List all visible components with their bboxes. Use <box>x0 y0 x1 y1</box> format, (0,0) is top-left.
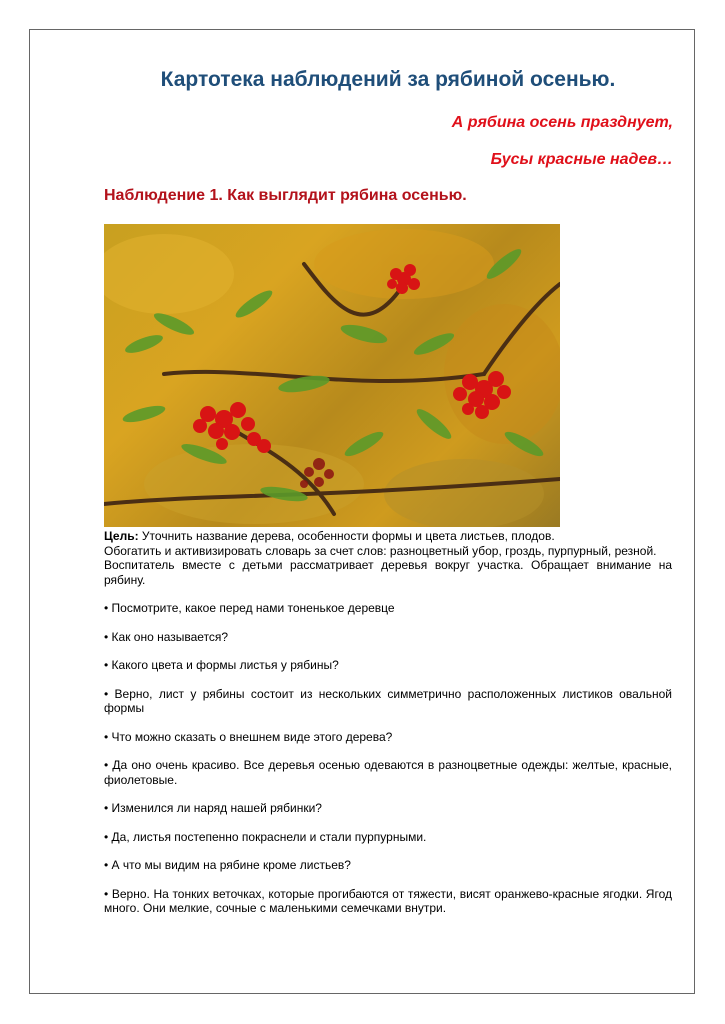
rowan-illustration <box>104 224 560 527</box>
paragraph-vocabulary: Обогатить и активизировать словарь за счет слов: разноцветный убор, гроздь, пурпурный, резной. <box>104 543 657 558</box>
page-title: Картотека наблюдений за рябиной осенью. <box>160 68 616 91</box>
bullet-item: • А что мы видим на рябине кроме листьев? <box>104 858 351 872</box>
goal-line <box>104 529 672 544</box>
observation-heading: Наблюдение 1. Как выглядит рябина осенью. <box>104 187 467 204</box>
goal-label: Цель: <box>104 529 139 543</box>
bullet-item: • Изменился ли наряд нашей рябинки? <box>104 801 322 815</box>
rowan-photo <box>104 224 560 527</box>
bullet-item: • Верно, лист у рябины состоит из нескольких симметрично расположенных листиков овальной формы <box>104 686 672 715</box>
bullet-item: • Какого цвета и формы листья у рябины? <box>104 658 339 672</box>
bullet-item: • Да, листья постепенно покраснели и стали пурпурными. <box>104 829 427 844</box>
goal-text: Уточнить название дерева, особенности формы и цвета листьев, плодов. <box>138 529 555 543</box>
bullet-item: • Да оно очень красиво. Все деревья осенью одеваются в разноцветные одежды: желтые, красные, фиолетовые. <box>104 758 672 787</box>
observation-text <box>104 529 672 916</box>
epigraph-line-1: А рябина осень празднует, <box>451 114 673 131</box>
bullet-item: • Что можно сказать о внешнем виде этого дерева? <box>104 729 393 744</box>
epigraph-line-2: Бусы красные надев… <box>490 151 673 168</box>
bullet-item: • Как оно называется? <box>104 629 229 644</box>
bullet-item: • Верно. На тонких веточках, которые прогибаются от тяжести, висят оранжево-красные ягодки. Ягод много. Они мелкие, сочные с маленькими семечками внутри. <box>104 886 672 915</box>
paragraph-teacher: Воспитатель вместе с детьми рассматривает деревья вокруг участка. Обращает внимание на рябину. <box>104 558 672 587</box>
bullet-item: • Посмотрите, какое перед нами тоненькое деревце <box>104 601 395 615</box>
